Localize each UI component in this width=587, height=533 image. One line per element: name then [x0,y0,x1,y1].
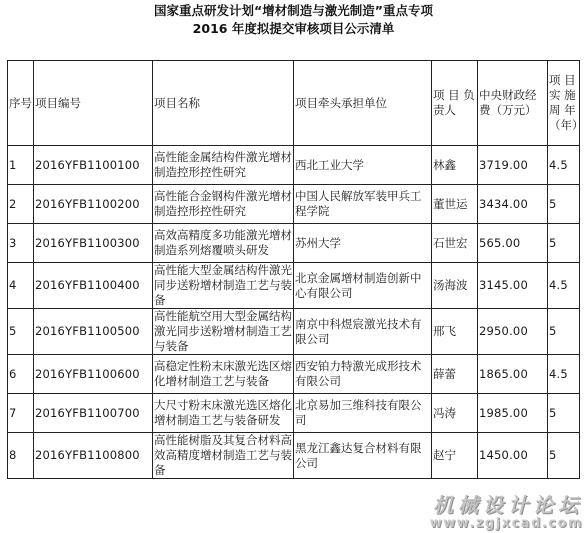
cell-project-code: 2016YFB1100100 [34,146,153,185]
table-row [8,433,580,479]
cell-duration: 5 [548,185,580,224]
cell-lead-unit: 中国人民解放军装甲兵工程学院 [294,185,432,224]
header-project-code: 项目编号 [34,61,153,146]
cell-project-code: 2016YFB1100400 [34,263,153,309]
cell-lead-unit: 北京易加三维科技有限公司 [294,394,432,433]
cell-project-code: 2016YFB1100600 [34,355,153,394]
cell-project-name: 高效高精度多功能激光增材制造系列熔覆喷头研发 [153,224,294,263]
cell-lead-unit: 北京金属增材制造创新中心有限公司 [294,263,432,309]
cell-fund: 3145.00 [478,263,548,309]
cell-duration: 4.5 [548,263,580,309]
table-row [8,355,580,394]
header-index: 序号 [8,61,34,146]
cell-leader: 冯涛 [432,394,478,433]
table-row [8,263,580,309]
table-row [8,146,580,185]
cell-project-code: 2016YFB1100200 [34,185,153,224]
cell-fund: 1450.00 [478,433,548,479]
cell-fund: 3719.00 [478,146,548,185]
header-lead-unit: 项目牵头承担单位 [294,61,432,146]
header-fund: 中央财政经费（万元） [478,61,548,146]
cell-index: 8 [8,433,34,479]
cell-leader: 赵宁 [432,433,478,479]
cell-project-name: 大尺寸粉末床激光选区熔化增材制造工艺与装备研发 [153,394,294,433]
cell-index: 2 [8,185,34,224]
cell-project-code: 2016YFB1100800 [34,433,153,479]
table-row [8,185,580,224]
cell-index: 1 [8,146,34,185]
cell-leader: 邢飞 [432,309,478,355]
table-row [8,394,580,433]
cell-leader: 林鑫 [432,146,478,185]
cell-fund: 565.00 [478,224,548,263]
watermark-logo-text: 机械设计论坛 [433,493,583,517]
header-project-name: 项目名称 [153,61,294,146]
site-watermark [430,494,583,531]
document-title [0,2,587,38]
cell-project-name: 高性能合金钢构件激光增材制造控形控性研究 [153,185,294,224]
cell-project-code: 2016YFB1100500 [34,309,153,355]
cell-index: 3 [8,224,34,263]
cell-project-name: 高性能金属结构件激光增材制造控形控性研究 [153,146,294,185]
cell-leader: 董世运 [432,185,478,224]
cell-duration: 5 [548,394,580,433]
table-row [8,309,580,355]
title-line-2: 2016 年度拟提交审核项目公示清单 [192,21,395,36]
cell-duration: 4.5 [548,146,580,185]
cell-index: 4 [8,263,34,309]
project-list-table [7,60,584,479]
cell-leader: 汤海波 [432,263,478,309]
cell-lead-unit: 黑龙江鑫达复合材料有限公司 [294,433,432,479]
cell-duration: 5 [548,433,580,479]
cell-fund: 1865.00 [478,355,548,394]
cell-index: 7 [8,394,34,433]
cell-leader: 石世宏 [432,224,478,263]
cell-project-code: 2016YFB1100300 [34,224,153,263]
table-header-row [8,61,580,146]
cell-lead-unit: 西安铂力特激光成形技术有限公司 [294,355,432,394]
cell-duration: 4.5 [548,355,580,394]
cell-index: 6 [8,355,34,394]
cell-project-code: 2016YFB1100700 [34,394,153,433]
cell-index: 5 [8,309,34,355]
cell-project-name: 高性能树脂及其复合材料高效高精度增材制造工艺与装备 [154,433,292,477]
cell-project-name: 高稳定性粉末床激光选区熔化增材制造工艺与装备 [153,355,294,394]
cell-lead-unit: 苏州大学 [294,224,432,263]
cell-fund: 3434.00 [478,185,548,224]
cell-duration: 5 [548,224,580,263]
header-duration: 项 目 实 施 周 年（年） [548,61,580,146]
cell-project-name: 高性能大型金属结构件激光同步送粉增材制造工艺与装备 [154,263,292,307]
cell-fund: 2950.00 [478,309,548,355]
header-leader: 项 目 负 责人 [432,61,478,146]
cell-duration: 5 [548,309,580,355]
cell-lead-unit: 南京中科煜宸激光技术有限公司 [294,309,432,355]
table-row [8,224,580,263]
cell-fund: 1985.00 [478,394,548,433]
title-line-1: 国家重点研发计划“增材制造与激光制造”重点专项 [154,3,433,18]
cell-leader: 薛蕾 [432,355,478,394]
watermark-url: www.zgjxcad.com [429,516,583,531]
cell-lead-unit: 西北工业大学 [294,146,432,185]
cell-project-name: 高性能航空用大型金属结构激光同步送粉增材制造工艺与装备 [154,309,292,353]
